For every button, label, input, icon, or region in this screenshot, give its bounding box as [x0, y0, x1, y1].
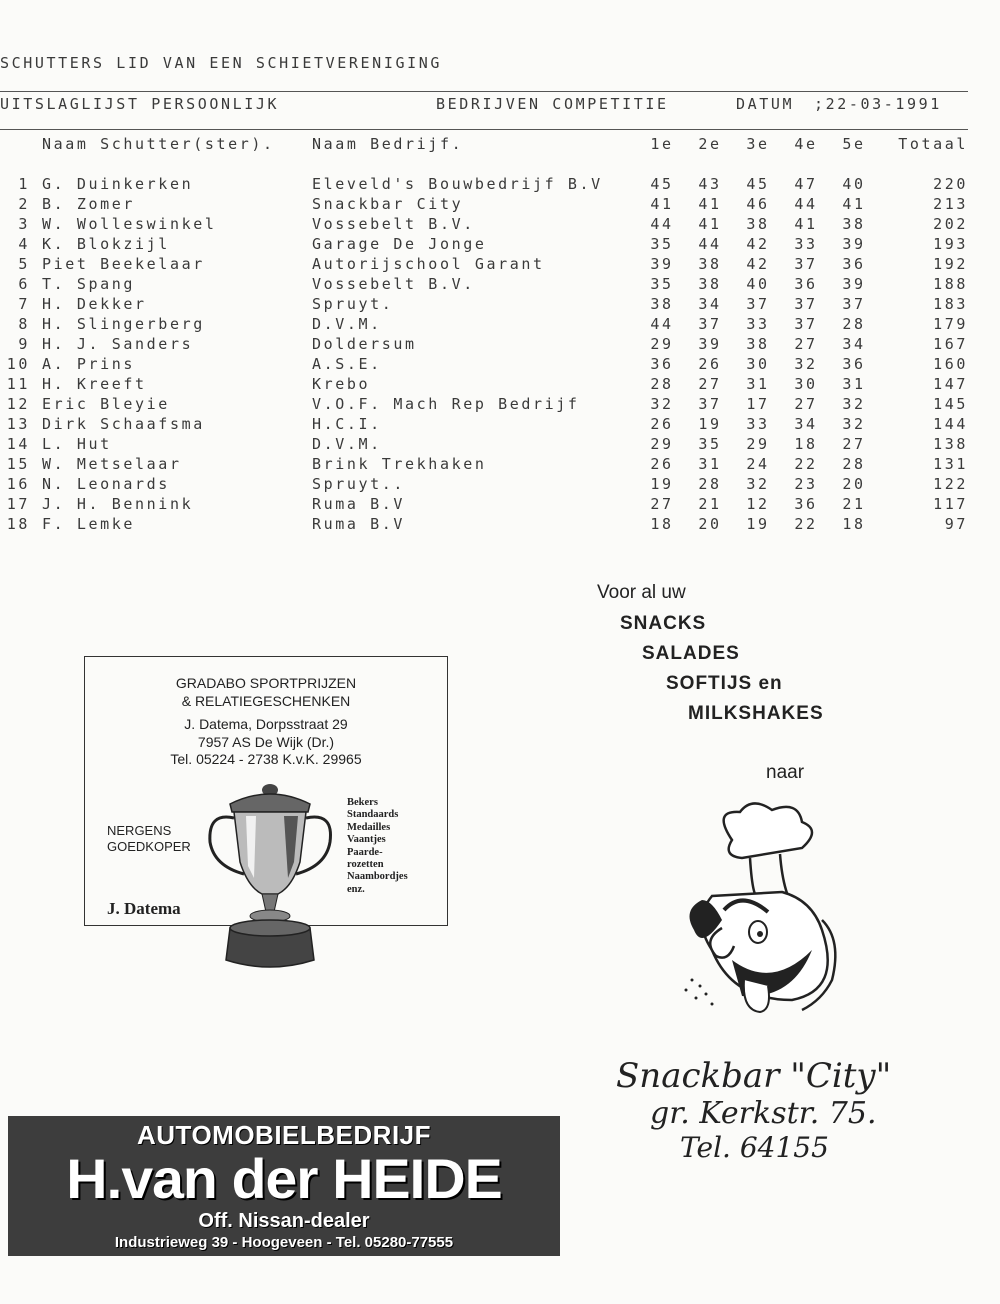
table-row	[0, 295, 980, 315]
rank-cell: 10	[6, 355, 30, 373]
round-4-score: 32	[794, 355, 818, 373]
shooter-name-cell: H. Slingerberg	[42, 315, 205, 333]
table-row	[0, 495, 980, 515]
total-score: 97	[944, 515, 968, 533]
shooter-name-cell: F. Lemke	[42, 515, 136, 533]
results-list-title: UITSLAGLIJST PERSOONLIJK	[0, 95, 280, 113]
table-row	[0, 215, 980, 235]
company-cell: Vossebelt B.V.	[312, 215, 475, 233]
company-cell: H.C.I.	[312, 415, 382, 433]
total-score: 147	[933, 375, 968, 393]
round-5-score: 28	[842, 455, 866, 473]
total-score: 122	[933, 475, 968, 493]
round-4-score: 34	[794, 415, 818, 433]
company-cell: Snackbar City	[312, 195, 464, 213]
column-header-round-1: 1e	[650, 135, 674, 153]
round-1-score: 18	[650, 515, 674, 533]
product-item: Medailles	[347, 821, 391, 833]
table-row	[0, 355, 980, 375]
round-1-score: 35	[650, 235, 674, 253]
total-score: 160	[933, 355, 968, 373]
round-1-score: 26	[650, 415, 674, 433]
round-5-score: 40	[842, 175, 866, 193]
round-2-score: 43	[698, 175, 722, 193]
table-body	[0, 175, 980, 535]
round-4-score: 37	[794, 255, 818, 273]
product-item: Standaards	[347, 809, 399, 821]
company-cell: Spruyt..	[312, 475, 406, 493]
round-1-score: 29	[650, 335, 674, 353]
round-4-score: 18	[794, 435, 818, 453]
round-4-score: 47	[794, 175, 818, 193]
column-header-round-2: 2e	[698, 135, 722, 153]
snackbar-item-milkshakes: MILKSHAKES	[688, 703, 824, 724]
round-3-score: 30	[746, 355, 770, 373]
round-2-score: 31	[698, 455, 722, 473]
round-2-score: 27	[698, 375, 722, 393]
round-1-score: 35	[650, 275, 674, 293]
round-3-score: 29	[746, 435, 770, 453]
round-2-score: 21	[698, 495, 722, 513]
table-row	[0, 395, 980, 415]
product-item: enz.	[347, 883, 365, 895]
rank-cell: 4	[18, 235, 30, 253]
round-2-score: 19	[698, 415, 722, 433]
table-row	[0, 315, 980, 335]
round-2-score: 35	[698, 435, 722, 453]
shooter-name-cell: K. Blokzijl	[42, 235, 170, 253]
round-3-score: 17	[746, 395, 770, 413]
shooter-name-cell: B. Zomer	[42, 195, 136, 213]
round-3-score: 24	[746, 455, 770, 473]
product-item: Paarde-	[347, 846, 383, 858]
table-row	[0, 275, 980, 295]
company-cell: Krebo	[312, 375, 371, 393]
divider	[0, 129, 968, 130]
product-item: Vaantjes	[347, 834, 386, 846]
table-row	[0, 455, 980, 475]
snackbar-intro: Voor al uw	[597, 582, 686, 603]
company-cell: Brink Trekhaken	[312, 455, 487, 473]
round-4-score: 27	[794, 335, 818, 353]
round-1-score: 26	[650, 455, 674, 473]
snackbar-signature	[610, 1035, 950, 1165]
shooter-name-cell: A. Prins	[42, 355, 136, 373]
company-cell: Vossebelt B.V.	[312, 275, 475, 293]
shooter-name-cell: J. H. Bennink	[42, 495, 194, 513]
round-3-score: 37	[746, 295, 770, 313]
round-3-score: 33	[746, 315, 770, 333]
shooter-name-cell: H. J. Sanders	[42, 335, 194, 353]
round-5-score: 32	[842, 395, 866, 413]
table-row	[0, 475, 980, 495]
table-row	[0, 415, 980, 435]
round-1-score: 44	[650, 215, 674, 233]
column-header-name: Naam Schutter(ster).	[42, 135, 275, 153]
round-2-score: 26	[698, 355, 722, 373]
rank-cell: 13	[6, 415, 30, 433]
competition-title: BEDRIJVEN COMPETITIE	[436, 95, 669, 113]
gradabo-advertisement	[84, 656, 448, 926]
date-value: ;22-03-1991	[814, 95, 942, 113]
heide-advertisement	[8, 1116, 560, 1256]
round-1-score: 32	[650, 395, 674, 413]
results-table	[0, 135, 980, 535]
heide-dealer: Off. Nissan-dealer	[198, 1210, 370, 1232]
gradabo-address: J. Datema, Dorpsstraat 29	[184, 716, 348, 732]
gradabo-subtitle: & RELATIEGESCHENKEN	[181, 693, 351, 709]
round-5-score: 36	[842, 355, 866, 373]
round-4-score: 23	[794, 475, 818, 493]
column-header-round-5: 5e	[842, 135, 866, 153]
round-4-score: 33	[794, 235, 818, 253]
rank-cell: 18	[6, 515, 30, 533]
total-score: 145	[933, 395, 968, 413]
total-score: 188	[933, 275, 968, 293]
snackbar-item-salades: SALADES	[642, 643, 740, 664]
rank-cell: 9	[18, 335, 30, 353]
heide-company-type: AUTOMOBIELBEDRIJF	[136, 1120, 432, 1150]
total-score: 202	[933, 215, 968, 233]
date-label: DATUM	[736, 95, 795, 113]
total-score: 117	[933, 495, 968, 513]
total-score: 144	[933, 415, 968, 433]
total-score: 179	[933, 315, 968, 333]
round-1-score: 41	[650, 195, 674, 213]
column-header-round-4: 4e	[794, 135, 818, 153]
snackbar-naar: naar	[766, 762, 805, 783]
shooter-name-cell: N. Leonards	[42, 475, 170, 493]
round-2-score: 37	[698, 315, 722, 333]
rank-cell: 17	[6, 495, 30, 513]
round-4-score: 22	[794, 455, 818, 473]
column-header-total: Totaal	[898, 135, 968, 153]
round-5-score: 32	[842, 415, 866, 433]
trophy-icon	[200, 782, 350, 972]
shooter-name-cell: Piet Beekelaar	[42, 255, 205, 273]
round-2-score: 34	[698, 295, 722, 313]
round-1-score: 27	[650, 495, 674, 513]
signature-phone: Tel. 64155	[680, 1131, 829, 1164]
round-3-score: 42	[746, 235, 770, 253]
gradabo-signature: J. Datema	[107, 899, 181, 918]
company-cell: Ruma B.V	[312, 495, 406, 513]
table-row	[0, 375, 980, 395]
round-5-score: 31	[842, 375, 866, 393]
round-4-score: 27	[794, 395, 818, 413]
shooter-name-cell: Eric Bleyie	[42, 395, 170, 413]
rank-cell: 7	[18, 295, 30, 313]
round-5-score: 41	[842, 195, 866, 213]
gradabo-slogan-line: NERGENS	[107, 823, 172, 838]
gradabo-slogan	[107, 823, 191, 855]
table-header-row	[0, 135, 980, 175]
round-1-score: 28	[650, 375, 674, 393]
company-cell: Autorijschool Garant	[312, 255, 545, 273]
table-row	[0, 255, 980, 275]
gradabo-postcode: 7957 AS De Wijk (Dr.)	[197, 734, 335, 750]
company-cell: Eleveld's Bouwbedrijf B.V	[312, 175, 603, 193]
round-5-score: 28	[842, 315, 866, 333]
round-4-score: 37	[794, 315, 818, 333]
round-4-score: 36	[794, 495, 818, 513]
company-cell: Spruyt.	[312, 295, 394, 313]
table-row	[0, 435, 980, 455]
round-5-score: 39	[842, 235, 866, 253]
round-1-score: 36	[650, 355, 674, 373]
round-5-score: 37	[842, 295, 866, 313]
table-row	[0, 335, 980, 355]
round-3-score: 45	[746, 175, 770, 193]
product-item: rozetten	[347, 859, 384, 871]
rank-cell: 8	[18, 315, 30, 333]
round-3-score: 12	[746, 495, 770, 513]
rank-cell: 15	[6, 455, 30, 473]
shooter-name-cell: H. Kreeft	[42, 375, 147, 393]
rank-cell: 11	[6, 375, 30, 393]
round-5-score: 18	[842, 515, 866, 533]
round-3-score: 32	[746, 475, 770, 493]
shooter-name-cell: W. Metselaar	[42, 455, 182, 473]
total-score: 192	[933, 255, 968, 273]
company-cell: Doldersum	[312, 335, 417, 353]
round-1-score: 19	[650, 475, 674, 493]
round-5-score: 21	[842, 495, 866, 513]
rank-cell: 3	[18, 215, 30, 233]
round-4-score: 44	[794, 195, 818, 213]
company-cell: D.V.M.	[312, 315, 382, 333]
company-cell: D.V.M.	[312, 435, 382, 453]
round-3-score: 46	[746, 195, 770, 213]
round-5-score: 34	[842, 335, 866, 353]
round-3-score: 40	[746, 275, 770, 293]
signature-name: Snackbar "City"	[616, 1056, 892, 1096]
round-2-score: 28	[698, 475, 722, 493]
shooter-name-cell: T. Spang	[42, 275, 136, 293]
document-title: SCHUTTERS LID VAN EEN SCHIETVERENIGING	[0, 54, 442, 72]
round-3-score: 38	[746, 215, 770, 233]
gradabo-product-list	[347, 797, 408, 896]
round-2-score: 44	[698, 235, 722, 253]
round-4-score: 30	[794, 375, 818, 393]
rank-cell: 1	[18, 175, 30, 193]
round-4-score: 36	[794, 275, 818, 293]
gradabo-phone: Tel. 05224 - 2738 K.v.K. 29965	[170, 751, 362, 767]
results-header	[0, 95, 980, 117]
rank-cell: 12	[6, 395, 30, 413]
rank-cell: 16	[6, 475, 30, 493]
round-4-score: 37	[794, 295, 818, 313]
round-4-score: 22	[794, 515, 818, 533]
total-score: 131	[933, 455, 968, 473]
shooter-name-cell: L. Hut	[42, 435, 112, 453]
shooter-name-cell: Dirk Schaafsma	[42, 415, 205, 433]
round-5-score: 39	[842, 275, 866, 293]
total-score: 167	[933, 335, 968, 353]
company-cell: Garage De Jonge	[312, 235, 487, 253]
total-score: 183	[933, 295, 968, 313]
round-1-score: 39	[650, 255, 674, 273]
heide-company-name: H.van der HEIDE	[66, 1147, 502, 1210]
round-2-score: 41	[698, 195, 722, 213]
round-1-score: 44	[650, 315, 674, 333]
heide-address: Industrieweg 39 - Hoogeveen - Tel. 05280-77555	[114, 1234, 454, 1251]
round-2-score: 38	[698, 255, 722, 273]
shooter-name-cell: W. Wolleswinkel	[42, 215, 217, 233]
round-3-score: 31	[746, 375, 770, 393]
round-4-score: 41	[794, 215, 818, 233]
company-cell: Ruma B.V	[312, 515, 406, 533]
round-1-score: 29	[650, 435, 674, 453]
table-row	[0, 195, 980, 215]
rank-cell: 2	[18, 195, 30, 213]
column-header-company: Naam Bedrijf.	[312, 135, 464, 153]
chef-icon	[672, 800, 852, 1035]
rank-cell: 14	[6, 435, 30, 453]
total-score: 138	[933, 435, 968, 453]
round-1-score: 45	[650, 175, 674, 193]
gradabo-slogan-line: GOEDKOPER	[107, 839, 191, 854]
column-header-round-3: 3e	[746, 135, 770, 153]
shooter-name-cell: G. Duinkerken	[42, 175, 194, 193]
round-3-score: 19	[746, 515, 770, 533]
table-row	[0, 235, 980, 255]
total-score: 193	[933, 235, 968, 253]
company-cell: A.S.E.	[312, 355, 382, 373]
round-3-score: 33	[746, 415, 770, 433]
rank-cell: 6	[18, 275, 30, 293]
gradabo-title: GRADABO SPORTPRIJZEN	[175, 675, 357, 691]
round-2-score: 38	[698, 275, 722, 293]
round-1-score: 38	[650, 295, 674, 313]
product-item: Naambordjes	[347, 871, 408, 883]
rank-cell: 5	[18, 255, 30, 273]
product-item: Bekers	[347, 797, 378, 808]
round-2-score: 39	[698, 335, 722, 353]
table-row	[0, 515, 980, 535]
round-3-score: 42	[746, 255, 770, 273]
round-2-score: 20	[698, 515, 722, 533]
round-2-score: 41	[698, 215, 722, 233]
round-2-score: 37	[698, 395, 722, 413]
snackbar-item-softijs: SOFTIJS en	[666, 673, 783, 694]
divider	[0, 91, 968, 92]
company-cell: V.O.F. Mach Rep Bedrijf	[312, 395, 580, 413]
total-score: 213	[933, 195, 968, 213]
snackbar-item-snacks: SNACKS	[620, 613, 707, 634]
signature-address: gr. Kerkstr. 75.	[650, 1096, 877, 1131]
shooter-name-cell: H. Dekker	[42, 295, 147, 313]
round-5-score: 36	[842, 255, 866, 273]
table-row	[0, 175, 980, 195]
round-5-score: 20	[842, 475, 866, 493]
total-score: 220	[933, 175, 968, 193]
round-3-score: 38	[746, 335, 770, 353]
round-5-score: 38	[842, 215, 866, 233]
round-5-score: 27	[842, 435, 866, 453]
